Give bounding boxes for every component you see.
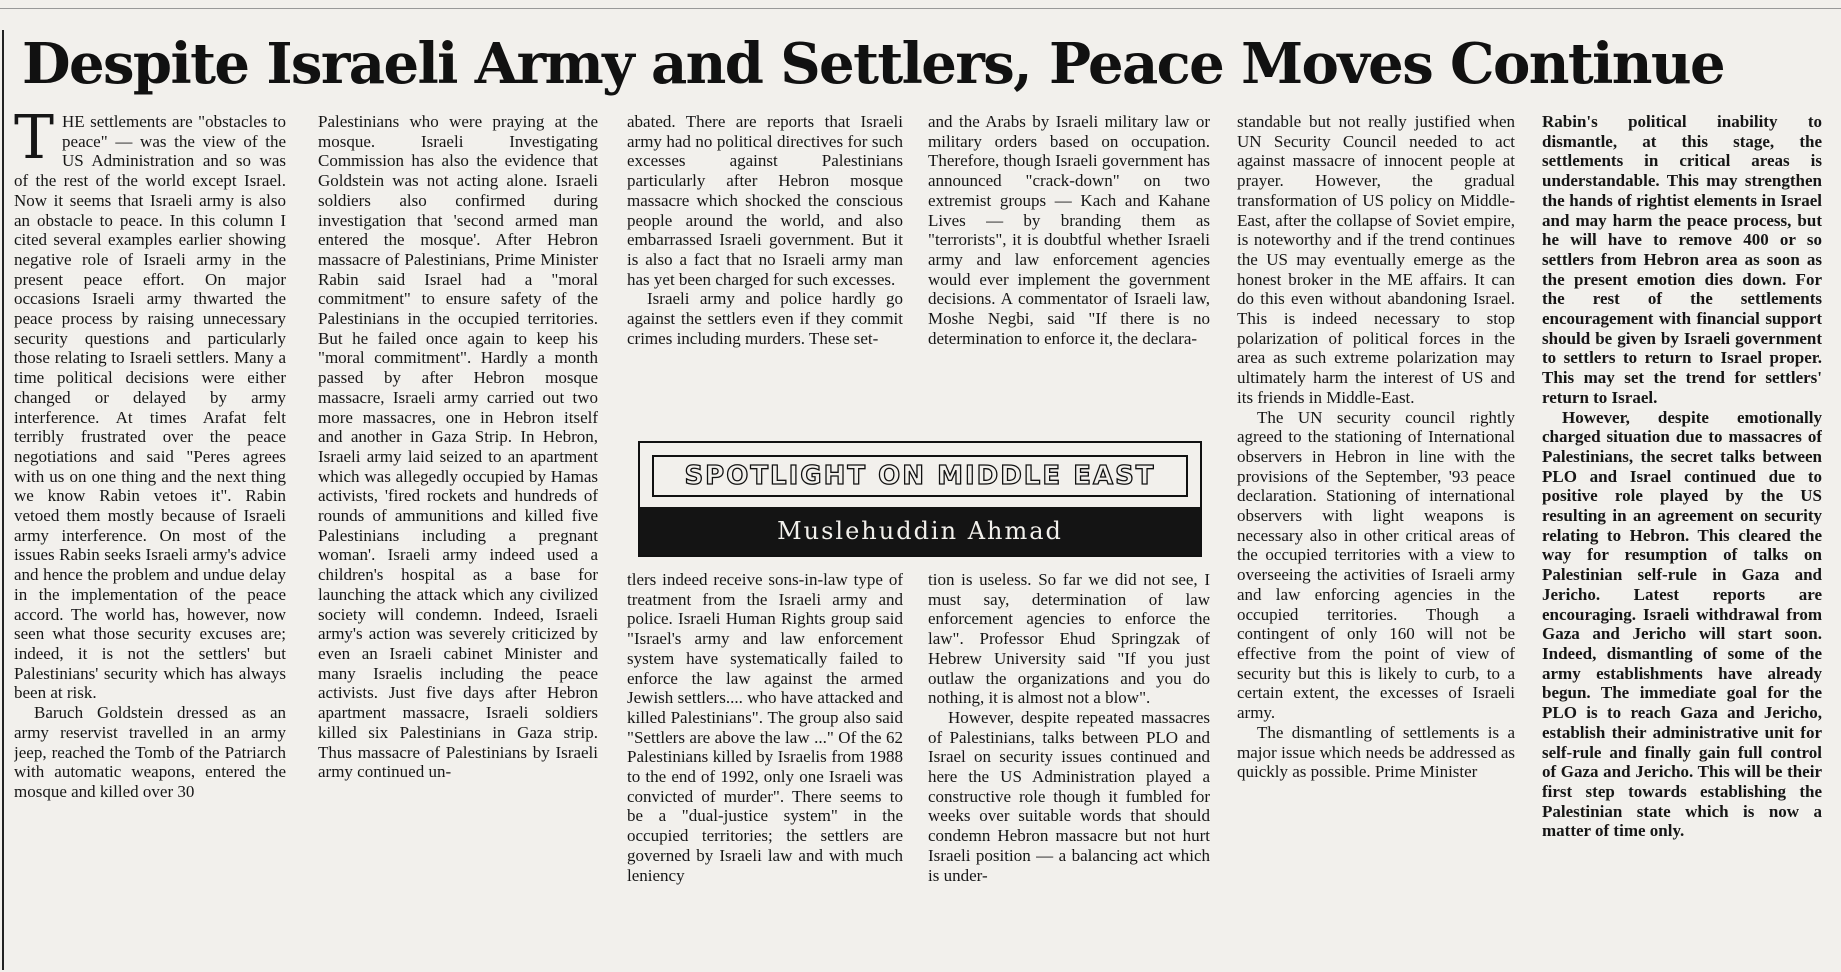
article-column-2 [318, 112, 598, 972]
paragraph: Rabin's political inability to dismantle, at this stage, the settlements in critical areas is understandable. This may strengthen the hands of rightist elements in Israel and may harm the peace process, but he will have to remove 400 or so settlers from Hebron area as soon as the present emotion dies down. For the rest of the settlements encouragement with financial support should be given by Israeli government to settlers to return to Israel proper. This may set the trend for settlers' return to Israel. [1542, 112, 1822, 407]
article-column-3-top [627, 112, 903, 444]
paragraph: tlers indeed receive sons-in-law type of treatment from the Israeli army and police. Israeli Human Rights group said "Israel's army and law enforcement system have systematically failed to enforce the law against the armed Jewish settlers.... who have attacked and killed Palestinians". The group also said "Settlers are above the law ..." Of the 62 Palestinians killed by Israelis from 1988 to the end of 1992, only one Israeli was convicted of murder". There seems to be a "dual-justice system" in the occupied territories; the settlers are governed by Israeli law and with much leniency [627, 570, 903, 885]
paragraph: Baruch Goldstein dressed as an army reservist travelled in an army jeep, reached the Tomb of the Patriarch with automatic weapons, entered the mosque and killed over 30 [14, 703, 286, 801]
paragraph: However, despite repeated massacres of Palestinians, talks between PLO and Israel on security issues continued and here the US Administration played a constructive role though it fumbled for weeks over suitable words that should condemn Hebron massacre but not hurt Israeli position — a balancing act which is under- [928, 707, 1210, 885]
spotlight-title: SPOTLIGHT ON MIDDLE EAST [652, 455, 1188, 497]
article-column-4-top [928, 112, 1210, 444]
paragraph [14, 112, 286, 703]
paragraph: tion is useless. So far we did not see, I must say, determination of law enforcement agencies to enforce the law". Professor Ehud Springzak of Hebrew University said "If you just outlaw the organizations and you do nothing, it is almost not a blow". [928, 570, 1210, 708]
article-column-1 [14, 112, 286, 972]
drop-cap: T [14, 112, 55, 173]
paragraph: and the Arabs by Israeli military law or military orders based on occupation. Therefore, though Israeli government has announced "crack-down" on two extremist groups — Kach and Kahane Lives — by branding them as "terrorists", it is doubtful whether Israeli army and law enforcement agencies would ever implement the government decisions. A commentator of Israeli law, Moshe Negbi, said "If there is no determination to enforce it, the declara- [928, 112, 1210, 348]
paragraph: standable but not really justified when UN Security Council needed to act against massacre of innocent people at prayer. However, the gradual transformation of US policy on Middle-East, after the collapse of Soviet empire, is noteworthy and if the trend continues the US may eventually emerge as the honest broker in the ME affairs. It can do this even without abandoning Israel. This is indeed necessary to stop polarization of political forces in the area as such extreme polarization may ultimately harm the interest of US and its friends in Middle-East. [1237, 112, 1515, 407]
headline: Despite Israeli Army and Settlers, Peace Moves Continue [22, 31, 1725, 97]
article-column-4-bottom [928, 570, 1210, 972]
article-column-5 [1237, 112, 1515, 972]
left-rule [2, 30, 4, 970]
spotlight-box [638, 441, 1202, 557]
paragraph: Palestinians who were praying at the mosque. Israeli Investigating Commission has also the evidence that Goldstein was not acting alone. Israeli soldiers also confirmed during investigation that 'second armed man entered the mosque'. After Hebron massacre of Palestinians, Prime Minister Rabin said Israel had a "moral commitment" to ensure safety of the Palestinians in the occupied territories. But he failed once again to keep his "moral commitment". Hardly a month passed by after Hebron mosque massacre, Israeli army carried out two more massacres, one in Hebron itself and another in Gaza Strip. In Hebron, Israeli army laid seized to an apartment which was allegedly occupied by Hamas activists, 'fired rockets and hundreds of rounds of ammunitions and killed five Palestinians including a pregnant woman'. Israeli army indeed used a children's hospital as a base for launching the attack which any civilized society will condemn. Indeed, Israeli army's action was severely criticized by even an Israeli cabinet Minister and many Israelis including the peace activists. Just five days after Hebron apartment massacre, Israeli soldiers killed six Palestinians in Gaza strip. Thus massacre of Palestinians by Israeli army continued un- [318, 112, 598, 782]
paragraph: However, despite emotionally charged situation due to massacres of Palestinians, the secret talks between PLO and Israel continued due to positive role played by the US resulting in an agreement on security relating to Hebron. This cleared the way for resumption of talks on Palestinian self-rule in Gaza and Jericho. Latest reports are encouraging. Israeli withdrawal from Gaza and Jericho will start soon. Indeed, dismantling of some of the army establishments have already begun. The immediate goal for the PLO is to reach Gaza and Jericho, establish their administrative unit for self-rule and finally gain full control of Gaza and Jericho. This will be their first step towards establishing the Palestinian state which is now a matter of time only. [1542, 407, 1822, 841]
paragraph: Israeli army and police hardly go against the settlers even if they commit crimes including murders. These set- [627, 289, 903, 348]
paragraph-text: HE settlements are "obstacles to peace" — was the view of the US Administration and so was of the rest of the world except Israel. Now it seems that Israeli army is also an obstacle to peace. In this column I cited several examples earlier showing negative role of Israeli army in the present peace effort. On major occasions Israeli army thwarted the peace process by raising unnecessary security questions and particularly those relating to Israeli settlers. Many a time political decisions were either changed or delayed by army interference. At times Arafat felt terribly frustrated over the peace negotiations and said "Peres agrees with us on one thing and the next thing we know Rabin vetoes it". Rabin vetoed them mostly because of Israeli army interference. On most of the issues Rabin seeks Israeli army's advice and hence the problem and undue delay in the implementation of the peace accord. The world has, however, now seen what those security excuses are; indeed, it is not the settlers' but Palestinians' security which has always been at risk. [14, 112, 286, 703]
author-byline: Muslehuddin Ahmad [640, 507, 1200, 555]
paragraph: The UN security council rightly agreed to the stationing of International observers in Hebron in line with the provisions of the September, '93 peace declaration. Stationing of international observers with light weapons is necessary also in other critical areas of the occupied territories with a view to overseeing the activities of Israeli army and law enforcing agencies in the occupied territories. Though a contingent of only 160 will not be effective from the point of view of security but this is likely to curb, to a certain extent, the excesses of Israeli army. [1237, 407, 1515, 723]
top-rule [0, 8, 1841, 9]
article-column-3-bottom [627, 570, 903, 972]
paragraph: abated. There are reports that Israeli army had no political directives for such excesses against Palestinians particularly after Hebron mosque massacre which shocked the conscious people around the world, and also embarrassed Israeli government. But it is also a fact that no Israeli army man has yet been charged for such excesses. [627, 112, 903, 289]
paragraph: The dismantling of settlements is a major issue which needs be addressed as quickly as possible. Prime Minister [1237, 722, 1515, 782]
article-column-6 [1542, 112, 1822, 972]
